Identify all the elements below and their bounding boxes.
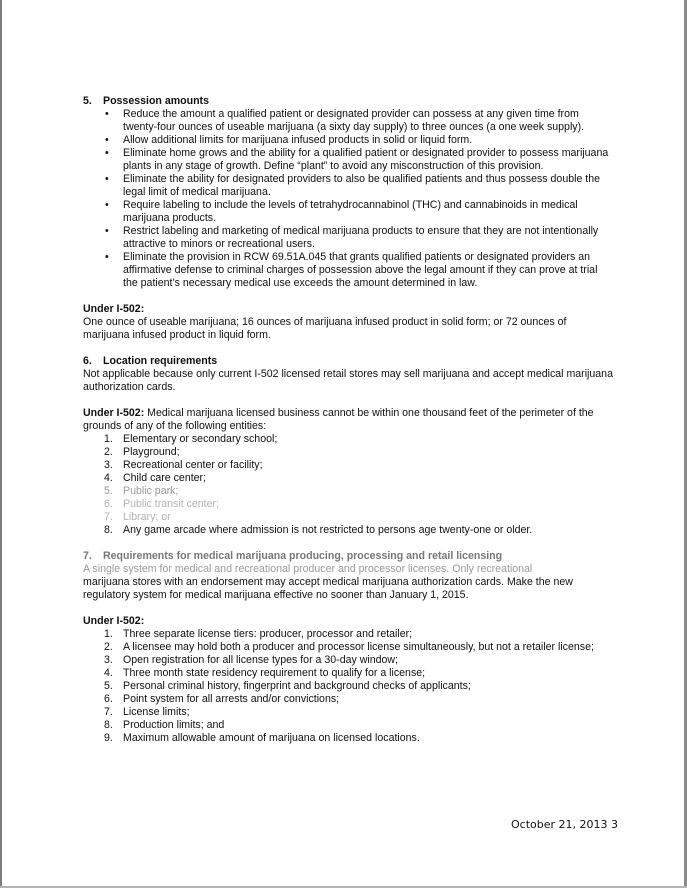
page-footer: October 21, 2013 3	[511, 818, 618, 831]
list-item: • Allow additional limits for marijuana infused products in solid or liquid form.	[83, 134, 613, 147]
list-item: • Eliminate home grows and the ability for a qualified patient or designated provider to possess marijuana plants in any stage of growth. Define “plant” to avoid any misconstruction of this provision.	[83, 147, 613, 173]
list-item: • Restrict labeling and marketing of medical marijuana products to ensure that they are not intentionally attractive to minors or recreational users.	[83, 225, 613, 251]
list-item: 6. Point system for all arrests and/or convictions;	[104, 693, 340, 705]
list-item: • Eliminate the provision in RCW 69.51A.045 that grants qualified patients or designated providers an affirmative defense to criminal charges of possession above the legal amount if they can prove at trial the patient’s necessary medical use exceeds the amount determined in law.	[83, 251, 613, 290]
section-6-entities-list	[83, 433, 613, 537]
section-6-under-text: Medical marijuana licensed business cannot be within one thousand feet of the perimeter of the grounds of any of the following entities:	[83, 407, 594, 432]
list-item: 3. Open registration for all license types for a 30-day window;	[104, 654, 398, 666]
section-6-title: 6. Location requirements	[83, 355, 218, 367]
list-item: 1. Three separate license tiers: producer, processor and retailer;	[104, 628, 413, 640]
list-item: 8. Any game arcade where admission is not restricted to persons age twenty-one or older.	[104, 524, 533, 536]
page-edge-left	[0, 0, 2, 888]
section-6-under-heading: Under I-502:	[83, 407, 145, 419]
section-6-under-paragraph	[83, 407, 613, 433]
list-item: • Eliminate the ability for designated providers to also be qualified patients and thus possess double the legal limit of medical marijuana.	[83, 173, 613, 199]
list-item: • Require labeling to include the levels of tetrahydrocannabinol (THC) and cannabinoids in medical marijuana products.	[83, 199, 613, 225]
list-item: 5. Personal criminal history, fingerprint and background checks of applicants;	[104, 680, 471, 692]
list-item: • Reduce the amount a qualified patient or designated provider can possess at any given time from twenty-four ounces of useable marijuana (a sixty day supply) to three ounces (a one week supply).	[83, 108, 613, 134]
list-item: 7. License limits;	[104, 706, 190, 718]
section-7-text: marijuana stores with an endorsement may accept medical marijuana authorization cards. Make the new regulatory system for medical marijuana effective no sooner than January 1, 2015.	[83, 576, 573, 601]
section-5-under-text: One ounce of useable marijuana; 16 ounces of marijuana infused product in solid form; or 72 ounces of marijuana infused product in liquid form.	[83, 316, 567, 341]
list-item: 1. Elementary or secondary school;	[104, 433, 278, 445]
list-item: 7. Library; or	[104, 511, 171, 523]
list-item: 3. Recreational center or facility;	[104, 459, 263, 471]
section-7-under-heading: Under I-502:	[83, 615, 145, 627]
section-5-under-heading: Under I-502:	[83, 303, 145, 315]
section-7-text-faded: A single system for medical and recreational producer and processor licenses. Only recreational	[83, 563, 533, 575]
list-item: 8. Production limits; and	[104, 719, 225, 731]
list-item: 2. Playground;	[104, 446, 180, 458]
section-5-bullets	[83, 108, 613, 290]
list-item: 6. Public transit center;	[104, 498, 219, 510]
section-6-text: Not applicable because only current I-502 licensed retail stores may sell marijuana and accept medical marijuana authorization cards.	[83, 368, 613, 393]
list-item: 4. Child care center;	[104, 472, 207, 484]
list-item: 5. Public park;	[104, 485, 179, 497]
list-item: 9. Maximum allowable amount of marijuana on licensed locations.	[104, 732, 420, 744]
section-5-title: 5. Possession amounts	[83, 95, 209, 107]
section-7-license-list	[83, 628, 613, 745]
list-item: 4. Three month state residency requirement to qualify for a license;	[104, 667, 426, 679]
section-7-title: 7. Requirements for medical marijuana producing, processing and retail licensing	[83, 550, 503, 562]
document-page	[83, 95, 613, 745]
list-item: 2. A licensee may hold both a producer and processor license simultaneously, but not a retailer license;	[104, 641, 594, 653]
